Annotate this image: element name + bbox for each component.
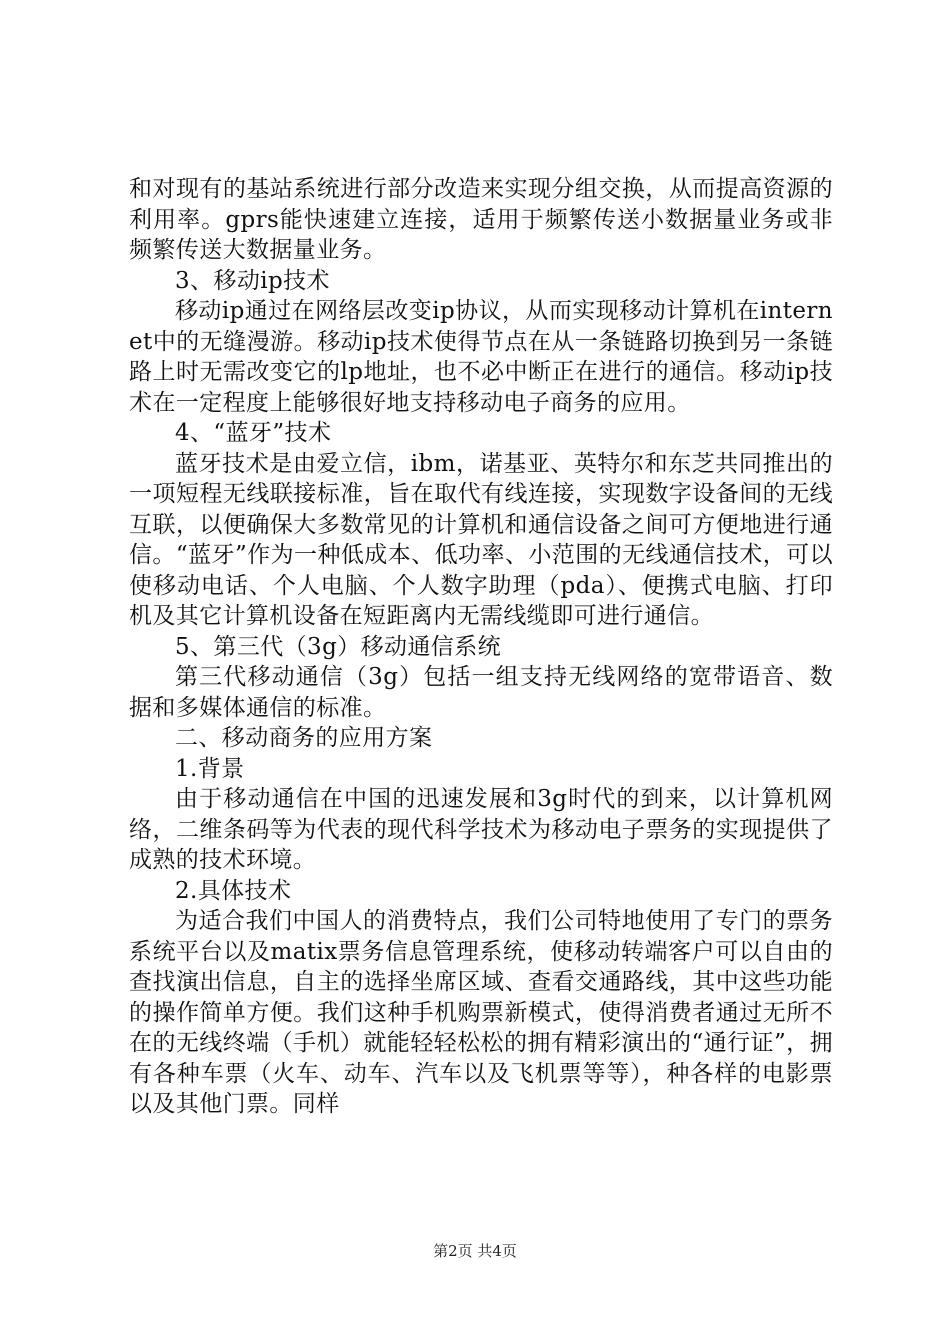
document-body	[129, 174, 833, 1120]
paragraph-mobile-ip: 移动ip通过在网络层改变ip协议，从而实现移动计算机在internet中的无缝漫游。移动ip技术使得节点在从一条链路切换到另一条链路上时无需改变它的lp地址，也不必中断正在进行的通信。移动ip技术在一定程度上能够很好地支持移动电子商务的应用。	[129, 298, 833, 416]
paragraph-bluetooth: 蓝牙技术是由爱立信，ibm，诺基亚、英特尔和东芝共同推出的一项短程无线联接标准，旨在取代有线连接，实现数字设备间的无线互联，以便确保大多数常见的计算机和通信设备之间可方便地进行通信。“蓝牙”作为一种低成本、低功率、小范围的无线通信技术，可以使移动电话、个人电脑、个人数字助理（pda）、便携式电脑、打印机及其它计算机设备在短距离内无需线缆即可进行通信。	[129, 450, 833, 629]
heading-3g: 5、第三代（3g）移动通信系统	[175, 633, 501, 660]
heading-application-plan: 二、移动商务的应用方案	[175, 725, 433, 751]
paragraph-gprs-continued: 和对现有的基站系统进行部分改造来实现分组交换，从而提高资源的利用率。gprs能快速建立连接，适用于频繁传送小数据量业务或非频繁传送大数据量业务。	[129, 176, 833, 263]
paragraph-3g: 第三代移动通信（3g）包括一组支持无线网络的宽带语音、数据和多媒体通信的标准。	[129, 664, 833, 721]
heading-specific-technology: 2.具体技术	[175, 877, 292, 904]
paragraph-background: 由于移动通信在中国的迅速发展和3g时代的到来，以计算机网络，二维条码等为代表的现代科学技术为移动电子票务的实现提供了成熟的技术环境。	[129, 786, 833, 873]
paragraph-specific-technology: 为适合我们中国人的消费特点，我们公司特地使用了专门的票务系统平台以及matix票务信息管理系统，使移动转端客户可以自由的查找演出信息，自主的选择坐席区域、查看交通路线，其中这些功能的操作简单方便。我们这种手机购票新模式，使得消费者通过无所不在的无线终端（手机）就能轻轻松松的拥有精彩演出的“通行证”，拥有各种车票（火车、动车、汽车以及飞机票等等），种各样的电影票以及其他门票。同样	[129, 908, 833, 1117]
heading-mobile-ip: 3、移动ip技术	[175, 267, 330, 294]
page-number-footer: 第2页 共4页	[433, 1242, 517, 1260]
heading-background: 1.背景	[175, 755, 245, 782]
heading-bluetooth: 4、“蓝牙”技术	[175, 420, 332, 446]
